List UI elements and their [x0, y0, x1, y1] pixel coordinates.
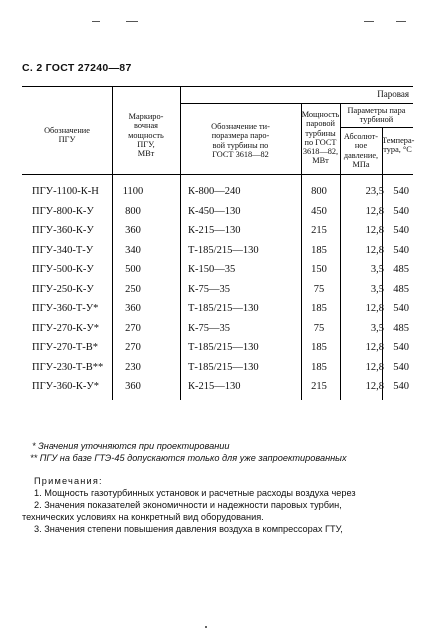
scan-mark — [92, 21, 100, 22]
header-bottom-rule — [22, 174, 413, 175]
cell-temperature: 540 — [393, 303, 409, 314]
footnote-1: * Значения уточняются при проектировании — [32, 441, 230, 451]
notes-title: Примечания: — [34, 476, 103, 486]
table-row — [22, 358, 413, 377]
table-row — [22, 280, 413, 299]
table-row — [22, 299, 413, 318]
table-row — [22, 319, 413, 338]
cell-designation: ПГУ-1100-К-Н — [32, 186, 99, 197]
cell-marking-power: 340 — [125, 244, 141, 256]
cell-marking-power: 270 — [125, 342, 141, 353]
table-row — [22, 182, 413, 201]
params-group-rule — [340, 127, 413, 128]
table-row — [22, 202, 413, 221]
cell-designation: ПГУ-360-К-У — [32, 225, 94, 236]
cell-abs-pressure: 12,8 — [365, 361, 384, 373]
header-abs-pressure: Абсолют- ное давление, МПа — [343, 132, 379, 169]
cell-marking-power: 270 — [125, 322, 141, 334]
cell-abs-pressure: 12,8 — [365, 205, 384, 217]
cell-steam-power: 800 — [311, 186, 327, 197]
scan-mark — [126, 21, 138, 22]
cell-steam-power: 185 — [311, 244, 327, 256]
cell-marking-power: 360 — [125, 225, 141, 236]
header-temperature: Темпера- тура, °С — [382, 136, 415, 155]
scan-mark — [364, 21, 374, 22]
table-row — [22, 221, 413, 240]
cell-designation: ПГУ-270-Т-В* — [32, 342, 98, 353]
cell-abs-pressure: 3,5 — [370, 322, 384, 334]
cell-turbine-type: Т-185/215—130 — [188, 342, 259, 353]
cell-abs-pressure: 12,8 — [365, 381, 384, 392]
cell-steam-power: 185 — [311, 361, 327, 373]
cell-temperature: 485 — [393, 283, 409, 295]
cell-temperature: 540 — [393, 342, 409, 353]
cell-marking-power: 1100 — [122, 186, 144, 197]
header-steam: Паровая — [377, 89, 409, 99]
note-item-2: 2. Значения показателей экономичности и надежности паровых турбин, — [34, 500, 342, 510]
cell-designation: ПГУ-500-К-У — [32, 264, 94, 275]
cell-marking-power: 250 — [125, 283, 141, 295]
cell-marking-power: 360 — [125, 303, 141, 314]
cell-steam-power: 150 — [311, 264, 327, 275]
cell-marking-power: 360 — [125, 381, 141, 392]
header-designation: Обозначение ПГУ — [44, 126, 90, 145]
table-row — [22, 338, 413, 357]
note-item-3: 3. Значения степени повышения давления воздуха в компрессорах ГТУ, — [34, 524, 343, 534]
cell-turbine-type: К-215—130 — [188, 225, 241, 236]
cell-temperature: 485 — [393, 322, 409, 334]
cell-abs-pressure: 12,8 — [365, 342, 384, 353]
cell-designation: ПГУ-270-К-У* — [32, 322, 100, 334]
cell-turbine-type: Т-185/215—130 — [188, 303, 259, 314]
cell-turbine-type: К-800—240 — [188, 186, 241, 197]
cell-temperature: 540 — [393, 205, 409, 217]
cell-turbine-type: Т-185/215—130 — [188, 361, 259, 373]
cell-designation: ПГУ-250-К-У — [32, 283, 94, 295]
cell-marking-power: 500 — [125, 264, 141, 275]
cell-steam-power: 215 — [311, 381, 327, 392]
cell-steam-power: 185 — [311, 303, 327, 314]
scan-mark — [396, 21, 406, 22]
cell-steam-power: 450 — [311, 205, 327, 217]
cell-temperature: 540 — [393, 225, 409, 236]
cell-steam-power: 215 — [311, 225, 327, 236]
cell-abs-pressure: 23,5 — [365, 186, 384, 197]
cell-temperature: 485 — [393, 264, 409, 275]
table-row — [22, 377, 413, 396]
cell-marking-power: 800 — [125, 205, 141, 217]
table-row — [22, 260, 413, 279]
cell-marking-power: 230 — [125, 361, 141, 373]
header-marking-power: Маркиро- вочная мощность ПГУ, МВт — [128, 112, 164, 159]
cell-designation: ПГУ-800-К-У — [32, 205, 94, 217]
cell-turbine-type: Т-185/215—130 — [188, 244, 259, 256]
cell-temperature: 540 — [393, 244, 409, 256]
cell-temperature: 540 — [393, 186, 409, 197]
cell-turbine-type: К-75—35 — [188, 283, 230, 295]
cell-designation: ПГУ-340-Т-У — [32, 244, 94, 256]
cell-turbine-type: К-215—130 — [188, 381, 241, 392]
scan-speck — [205, 626, 207, 628]
header-steam-params: Параметры пара турбиной — [347, 106, 406, 125]
cell-designation: ПГУ-360-К-У* — [32, 381, 100, 392]
cell-turbine-type: К-75—35 — [188, 322, 230, 334]
note-item-2-continued: технических условиях на конкретный вид оборудования. — [22, 512, 264, 522]
cell-abs-pressure: 12,8 — [365, 225, 384, 236]
cell-abs-pressure: 3,5 — [370, 264, 384, 275]
cell-abs-pressure: 12,8 — [365, 244, 384, 256]
steam-group-rule — [180, 103, 413, 104]
table-top-rule — [22, 86, 413, 87]
cell-turbine-type: К-450—130 — [188, 205, 241, 217]
footnote-2: ** ПГУ на базе ГТЭ-45 допускаются только для уже запроектированных — [30, 453, 347, 463]
header-steam-power: Мощность паровой турбины по ГОСТ 3618—82, МВт — [301, 110, 340, 166]
notes-section — [22, 440, 413, 535]
cell-temperature: 540 — [393, 361, 409, 373]
cell-steam-power: 75 — [313, 283, 325, 295]
cell-designation: ПГУ-230-Т-В** — [32, 361, 104, 373]
page-header: С. 2 ГОСТ 27240—87 — [22, 62, 132, 74]
cell-turbine-type: К-150—35 — [188, 264, 236, 275]
cell-steam-power: 75 — [313, 322, 325, 334]
table-row — [22, 241, 413, 260]
cell-abs-pressure: 3,5 — [370, 283, 384, 295]
header-turbine-type: Обозначение ти- поразмера паро- вой турбины по ГОСТ 3618—82 — [211, 122, 270, 159]
cell-designation: ПГУ-360-Т-У* — [32, 303, 99, 314]
cell-steam-power: 185 — [311, 342, 327, 353]
cell-abs-pressure: 12,8 — [365, 303, 384, 314]
cell-temperature: 540 — [393, 381, 409, 392]
note-item-1: 1. Мощность газотурбинных установок и расчетные расходы воздуха через — [34, 488, 356, 498]
